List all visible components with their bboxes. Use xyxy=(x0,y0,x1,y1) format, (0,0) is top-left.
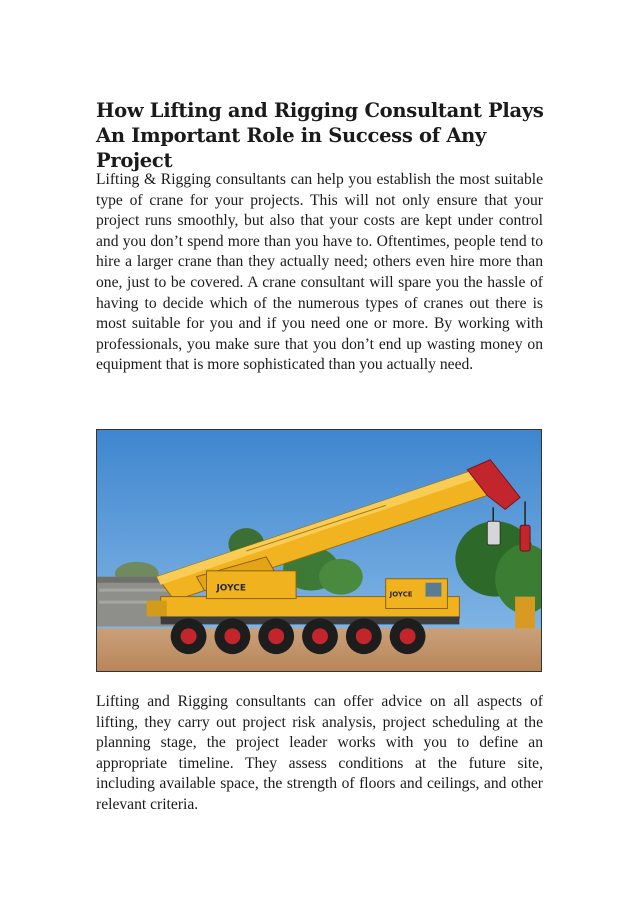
background-equipment xyxy=(515,597,535,629)
crane-brand-label: JOYCE xyxy=(216,583,246,594)
crane-photo xyxy=(96,429,542,672)
cab-brand-label: JOYCE xyxy=(389,590,413,599)
intro-paragraph: Lifting & Rigging consultants can help you establish the most suitable type of crane for your projects. This will not only ensure that your project runs smoothly, but also that your costs are kept under control and you don’t spend more than you have to. Oftentimes, people tend to hire a larger crane than they actually need; others even hire more than one, just to be covered. A crane consultant will spare you the hassle of having to decide which of the numerous types of cranes out there is most suitable for you and if you need one or more. By working with professionals, you make sure that you don’t end up wasting money on equipment that is more sophisticated than you actually need. xyxy=(96,171,543,374)
advice-paragraph: Lifting and Rigging consultants can offer advice on all aspects of lifting, they carry out project risk analysis, project scheduling at the planning stage, the project leader works with you to define an appropriate timeline. They assess conditions at the future site, including available space, the strength of floors and ceilings, and other relevant criteria. xyxy=(96,693,543,813)
document-title: How Lifting and Rigging Consultant Plays An Important Role in Success of Any Project xyxy=(96,99,544,172)
crane-illustration xyxy=(97,430,541,671)
